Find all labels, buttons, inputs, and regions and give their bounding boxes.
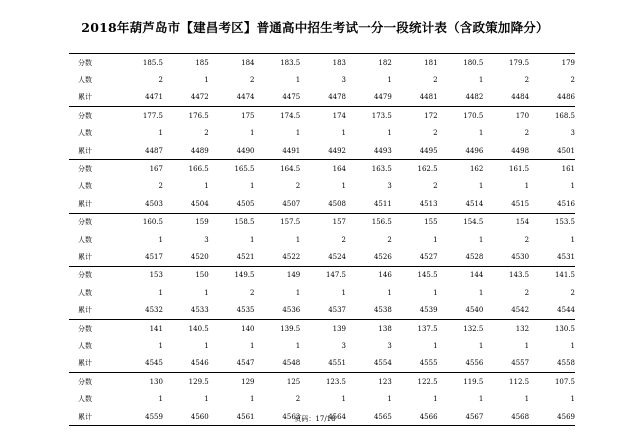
table-cell: 2 xyxy=(250,76,255,85)
table-cell: 4508 xyxy=(328,199,347,208)
table-cell: 4503 xyxy=(145,199,163,208)
score-distribution-table xyxy=(69,53,575,426)
table-cell: 4514 xyxy=(465,199,484,208)
table-cell: 125 xyxy=(254,373,300,391)
table-cell: 1 xyxy=(204,288,209,297)
table-cell: 4556 xyxy=(465,359,484,368)
table-cell: 4511 xyxy=(373,199,392,208)
table-cell: 123 xyxy=(346,373,392,391)
table-cell: 184 xyxy=(209,54,255,72)
row-label: 累计 xyxy=(78,252,92,261)
table-cell: 4538 xyxy=(373,306,392,315)
table-cell: 4531 xyxy=(557,252,575,261)
table-cell: 4567 xyxy=(438,408,484,426)
table-cell: 3 xyxy=(387,182,392,191)
table-cell: 4522 xyxy=(282,252,301,261)
table-cell: 4542 xyxy=(511,306,530,315)
row-label: 分数 xyxy=(69,213,117,231)
count-row xyxy=(69,231,575,248)
table-cell: 143.5 xyxy=(483,266,529,284)
table-cell: 4498 xyxy=(511,146,530,155)
table-cell: 4564 xyxy=(300,408,346,426)
table-cell: 130 xyxy=(117,373,163,391)
table-cell: 1 xyxy=(204,395,209,404)
table-cell: 4528 xyxy=(465,252,484,261)
table-cell: 140.5 xyxy=(163,319,209,337)
table-cell: 164.5 xyxy=(254,160,300,178)
total-row xyxy=(69,355,575,373)
table-cell: 1 xyxy=(478,129,484,138)
table-cell: 1 xyxy=(341,395,347,404)
table-cell: 139 xyxy=(300,319,346,337)
table-cell: 1 xyxy=(570,235,575,244)
table-cell: 4551 xyxy=(328,359,347,368)
table-cell: 1 xyxy=(478,182,484,191)
table-cell: 1 xyxy=(524,182,530,191)
row-label: 人数 xyxy=(78,235,92,244)
table-cell: 2 xyxy=(158,76,163,85)
table-cell: 146 xyxy=(346,266,392,284)
table-cell: 2 xyxy=(341,235,347,244)
table-cell: 183 xyxy=(300,54,346,72)
table-cell: 2 xyxy=(524,129,530,138)
table-cell: 3 xyxy=(387,341,392,350)
table-cell: 185.5 xyxy=(117,54,163,72)
table-cell: 112.5 xyxy=(483,373,529,391)
row-label: 人数 xyxy=(78,395,92,404)
table-cell: 4504 xyxy=(190,199,209,208)
table-cell: 1 xyxy=(158,395,163,404)
score-row xyxy=(69,266,575,284)
row-label: 人数 xyxy=(78,341,92,350)
table-cell: 175 xyxy=(209,107,255,125)
table-cell: 154 xyxy=(483,213,529,231)
table-cell: 4486 xyxy=(557,93,575,102)
table-cell: 185 xyxy=(163,54,209,72)
table-cell: 179.5 xyxy=(483,54,529,72)
table-cell: 4515 xyxy=(511,199,530,208)
table-cell: 4568 xyxy=(483,408,529,426)
table-cell: 153 xyxy=(117,266,163,284)
table-cell: 4527 xyxy=(419,252,438,261)
table-cell: 1 xyxy=(295,341,301,350)
page-number: 页码：17/18 xyxy=(294,415,336,423)
table-cell: 4495 xyxy=(419,146,438,155)
table-cell: 2 xyxy=(295,182,301,191)
table-cell: 155 xyxy=(392,213,438,231)
table-cell: 3 xyxy=(341,76,347,85)
score-row xyxy=(69,160,575,178)
table-cell: 4474 xyxy=(236,93,255,102)
table-cell: 2 xyxy=(524,235,530,244)
table-cell: 1 xyxy=(250,182,255,191)
table-cell: 4554 xyxy=(373,359,392,368)
table-cell: 156.5 xyxy=(346,213,392,231)
table-cell: 4513 xyxy=(419,199,438,208)
table-cell: 1 xyxy=(250,395,255,404)
table-cell: 153.5 xyxy=(529,213,575,231)
table-cell: 159 xyxy=(163,213,209,231)
table-cell: 2 xyxy=(524,288,530,297)
table-cell: 173.5 xyxy=(346,107,392,125)
table-cell: 166.5 xyxy=(163,160,209,178)
table-cell: 2 xyxy=(295,395,301,404)
table-cell: 183.5 xyxy=(254,54,300,72)
table-cell: 4479 xyxy=(373,93,392,102)
table-cell: 4491 xyxy=(282,146,301,155)
table-cell: 149 xyxy=(254,266,300,284)
score-row xyxy=(69,373,575,391)
table-cell: 167 xyxy=(117,160,163,178)
table-cell: 182 xyxy=(346,54,392,72)
table-cell: 1 xyxy=(250,129,255,138)
table-cell: 1 xyxy=(387,129,392,138)
table-cell: 132 xyxy=(483,319,529,337)
table-cell: 119.5 xyxy=(438,373,484,391)
table-cell: 4501 xyxy=(557,146,575,155)
table-cell: 129.5 xyxy=(163,373,209,391)
table-cell: 162.5 xyxy=(392,160,438,178)
total-row xyxy=(69,301,575,319)
table-cell: 1 xyxy=(478,235,484,244)
table-cell: 163.5 xyxy=(346,160,392,178)
total-row xyxy=(69,248,575,266)
table-cell: 3 xyxy=(341,341,347,350)
table-cell: 123.5 xyxy=(300,373,346,391)
table-cell: 2 xyxy=(570,76,575,85)
table-cell: 150 xyxy=(163,266,209,284)
row-label: 分数 xyxy=(69,266,117,284)
table-cell: 1 xyxy=(158,235,163,244)
table-cell: 4478 xyxy=(328,93,347,102)
count-row xyxy=(69,125,575,142)
table-cell: 4516 xyxy=(557,199,575,208)
count-row xyxy=(69,390,575,407)
table-cell: 1 xyxy=(158,341,163,350)
table-cell: 164 xyxy=(300,160,346,178)
table-cell: 181 xyxy=(392,54,438,72)
table-cell: 1 xyxy=(341,288,347,297)
table-cell: 2 xyxy=(570,288,575,297)
table-cell: 4559 xyxy=(117,408,163,426)
table-cell: 107.5 xyxy=(529,373,575,391)
table-cell: 4540 xyxy=(465,306,484,315)
table-cell: 1 xyxy=(478,76,484,85)
table-cell: 149.5 xyxy=(209,266,255,284)
total-row xyxy=(69,195,575,213)
score-row xyxy=(69,319,575,337)
table-cell: 4530 xyxy=(511,252,530,261)
count-row xyxy=(69,337,575,354)
table-cell: 4533 xyxy=(190,306,209,315)
table-cell: 4560 xyxy=(163,408,209,426)
page-title: 2018年葫芦岛市【建昌考区】普通高中招生考试一分一段统计表（含政策加降分） xyxy=(81,20,549,35)
table-cell: 1 xyxy=(387,76,392,85)
table-cell: 1 xyxy=(341,129,347,138)
table-cell: 172 xyxy=(392,107,438,125)
table-cell: 3 xyxy=(204,235,209,244)
table-cell: 4544 xyxy=(557,306,575,315)
table-cell: 1 xyxy=(570,182,575,191)
row-label: 累计 xyxy=(78,199,92,208)
table-cell: 132.5 xyxy=(438,319,484,337)
table-cell: 4482 xyxy=(465,93,484,102)
table-cell: 180.5 xyxy=(438,54,484,72)
table-cell: 157 xyxy=(300,213,346,231)
row-label: 分数 xyxy=(69,54,117,72)
table-cell: 170.5 xyxy=(438,107,484,125)
table-cell: 4471 xyxy=(145,93,163,102)
table-cell: 122.5 xyxy=(392,373,438,391)
table-cell: 3 xyxy=(570,129,575,138)
table-cell: 4537 xyxy=(328,306,347,315)
table-cell: 2 xyxy=(433,129,438,138)
table-cell: 174.5 xyxy=(254,107,300,125)
table-cell: 130.5 xyxy=(529,319,575,337)
table-cell: 1 xyxy=(295,288,301,297)
table-cell: 4561 xyxy=(209,408,255,426)
table-cell: 140 xyxy=(209,319,255,337)
table-cell: 4539 xyxy=(419,306,438,315)
row-label: 分数 xyxy=(69,373,117,391)
table-cell: 1 xyxy=(433,341,438,350)
table-cell: 137.5 xyxy=(392,319,438,337)
table-cell: 4545 xyxy=(145,359,163,368)
table-cell: 1 xyxy=(295,129,301,138)
table-cell: 4563 xyxy=(254,408,300,426)
row-label: 累计 xyxy=(69,408,117,426)
count-row xyxy=(69,284,575,301)
table-cell: 1 xyxy=(158,288,163,297)
table-cell: 1 xyxy=(570,341,575,350)
table-cell: 170 xyxy=(483,107,529,125)
table-cell: 1 xyxy=(433,288,438,297)
table-cell: 4532 xyxy=(145,306,163,315)
table-cell: 174 xyxy=(300,107,346,125)
table-cell: 4558 xyxy=(557,359,575,368)
table-cell: 4555 xyxy=(419,359,438,368)
row-label: 人数 xyxy=(78,129,92,138)
table-cell: 1 xyxy=(250,235,255,244)
row-label: 累计 xyxy=(78,146,92,155)
table-cell: 157.5 xyxy=(254,213,300,231)
table-cell: 4484 xyxy=(511,93,530,102)
table-cell: 2 xyxy=(524,76,530,85)
table-cell: 145.5 xyxy=(392,266,438,284)
table-cell: 176.5 xyxy=(163,107,209,125)
total-row xyxy=(69,89,575,107)
table-cell: 4536 xyxy=(282,306,301,315)
table-cell: 4507 xyxy=(282,199,301,208)
table-cell: 4535 xyxy=(236,306,255,315)
table-cell: 177.5 xyxy=(117,107,163,125)
table-cell: 1 xyxy=(478,341,484,350)
row-label: 累计 xyxy=(78,306,92,315)
score-row xyxy=(69,107,575,125)
count-row xyxy=(69,178,575,195)
table-cell: 4547 xyxy=(236,359,255,368)
table-cell: 162 xyxy=(438,160,484,178)
table-cell: 4475 xyxy=(282,93,301,102)
table-cell: 4487 xyxy=(145,146,163,155)
table-cell: 4569 xyxy=(529,408,575,426)
table-cell: 1 xyxy=(433,395,438,404)
table-cell: 4505 xyxy=(236,199,255,208)
table-cell: 4493 xyxy=(373,146,392,155)
table-cell: 1 xyxy=(433,235,438,244)
score-row xyxy=(69,54,575,72)
table-cell: 4492 xyxy=(328,146,347,155)
table-cell: 4566 xyxy=(392,408,438,426)
table-cell: 1 xyxy=(204,341,209,350)
table-cell: 2 xyxy=(250,288,255,297)
table-cell: 4481 xyxy=(419,93,438,102)
table-cell: 4496 xyxy=(465,146,484,155)
table-cell: 1 xyxy=(158,129,163,138)
row-label: 分数 xyxy=(69,107,117,125)
table-cell: 1 xyxy=(524,341,530,350)
row-label: 分数 xyxy=(69,319,117,337)
table-cell: 1 xyxy=(478,288,484,297)
table-cell: 1 xyxy=(570,395,575,404)
row-label: 人数 xyxy=(78,182,92,191)
table-cell: 154.5 xyxy=(438,213,484,231)
table-cell: 139.5 xyxy=(254,319,300,337)
table-cell: 4521 xyxy=(236,252,255,261)
table-cell: 168.5 xyxy=(529,107,575,125)
table-cell: 4517 xyxy=(145,252,163,261)
table-cell: 4526 xyxy=(373,252,392,261)
table-cell: 4520 xyxy=(190,252,209,261)
row-label: 人数 xyxy=(78,76,92,85)
table-cell: 1 xyxy=(341,182,347,191)
table-cell: 160.5 xyxy=(117,213,163,231)
score-row xyxy=(69,213,575,231)
table-cell: 1 xyxy=(387,288,392,297)
table-cell: 144 xyxy=(438,266,484,284)
table-cell: 1 xyxy=(524,395,530,404)
table-cell: 4548 xyxy=(282,359,301,368)
table-cell: 4489 xyxy=(190,146,209,155)
table-cell: 129 xyxy=(209,373,255,391)
table-cell: 4490 xyxy=(236,146,255,155)
table-cell: 2 xyxy=(158,182,163,191)
table-cell: 4565 xyxy=(346,408,392,426)
table-cell: 4524 xyxy=(328,252,347,261)
table-cell: 147.5 xyxy=(300,266,346,284)
count-row xyxy=(69,71,575,88)
table-cell: 2 xyxy=(433,76,438,85)
table-cell: 161.5 xyxy=(483,160,529,178)
table-cell: 4546 xyxy=(190,359,209,368)
table-cell: 1 xyxy=(250,341,255,350)
row-label: 分数 xyxy=(69,160,117,178)
table-cell: 1 xyxy=(295,235,301,244)
table-cell: 2 xyxy=(204,129,209,138)
row-label: 累计 xyxy=(78,359,92,368)
row-label: 累计 xyxy=(78,93,92,102)
table-cell: 161 xyxy=(529,160,575,178)
table-cell: 1 xyxy=(204,76,209,85)
table-cell: 2 xyxy=(387,235,392,244)
table-cell: 179 xyxy=(529,54,575,72)
table-cell: 1 xyxy=(387,395,392,404)
table-cell: 1 xyxy=(295,76,301,85)
total-row xyxy=(69,142,575,160)
table-cell: 138 xyxy=(346,319,392,337)
table-cell: 1 xyxy=(478,395,484,404)
table-cell: 2 xyxy=(433,182,438,191)
table-cell: 4472 xyxy=(190,93,209,102)
table-cell: 1 xyxy=(204,182,209,191)
row-label: 人数 xyxy=(78,288,92,297)
table-cell: 165.5 xyxy=(209,160,255,178)
table-cell: 4557 xyxy=(511,359,530,368)
table-cell: 158.5 xyxy=(209,213,255,231)
table-cell: 141.5 xyxy=(529,266,575,284)
table-cell: 141 xyxy=(117,319,163,337)
